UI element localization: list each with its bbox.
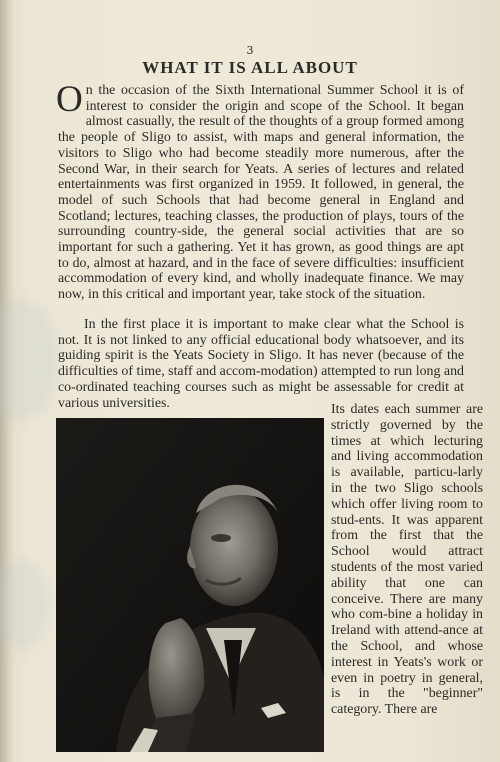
portrait-illustration [56, 418, 324, 752]
page-title: WHAT IT IS ALL ABOUT [142, 58, 358, 77]
paragraph-column: Its dates each summer are strictly governed by the times at which lecturing and living accommodation is available, particu-larly in the two Sligo schools which offer living room to stud-ents. It was apparent from the first that the School would attract students of the most varied ability that one can conceive. There are many who com-bine a holiday in Ireland with attend-ance at the School, and whose interest in Yeats's work or even in poetry in general, is in the "beginner" category. There are [331, 402, 483, 718]
paragraph-origin [56, 79, 464, 303]
page-number: 3 [246, 44, 254, 57]
paragraph-scope: In the first place it is important to make clear what the School is not. It is not linked to any official educational body whatsoever, and its guiding spirit is the Yeats Society in Sligo. It has never (because of the difficulties of time, staff and accom-modation) attempted to run long and co-ordinated teaching courses such as might be assessable for credit at various universities. [58, 317, 464, 411]
drop-cap: O [56, 79, 83, 120]
paper-stain [0, 300, 60, 420]
paragraph-origin-text: n the occasion of the Sixth International Summer School it is of interest to consider the origin and scope of the School. It began almost casually, the result of the thoughts of a group formed among the people of Sligo to assist, with maps and general information, the visitors to Sligo who had become steadily more numerous, after the Second War, in their search for Yeats. A series of lectures and related entertainments was first organized in 1959. It followed, in general, the model of such Schools that had become general in England and Scotland; lectures, teaching classes, the production of plays, tours of the surrounding country-side, the general social activities that are so important for such a gathering. Yet it has grown, as good things are apt to do, almost at hazard, and in the face of severe difficulties: insufficient accommodation of every kind, and wholly inadequate finance. We may now, in this critical and important year, take stock of the situation. [58, 83, 464, 303]
paper-stain [0, 560, 50, 650]
portrait-photo [56, 418, 324, 752]
